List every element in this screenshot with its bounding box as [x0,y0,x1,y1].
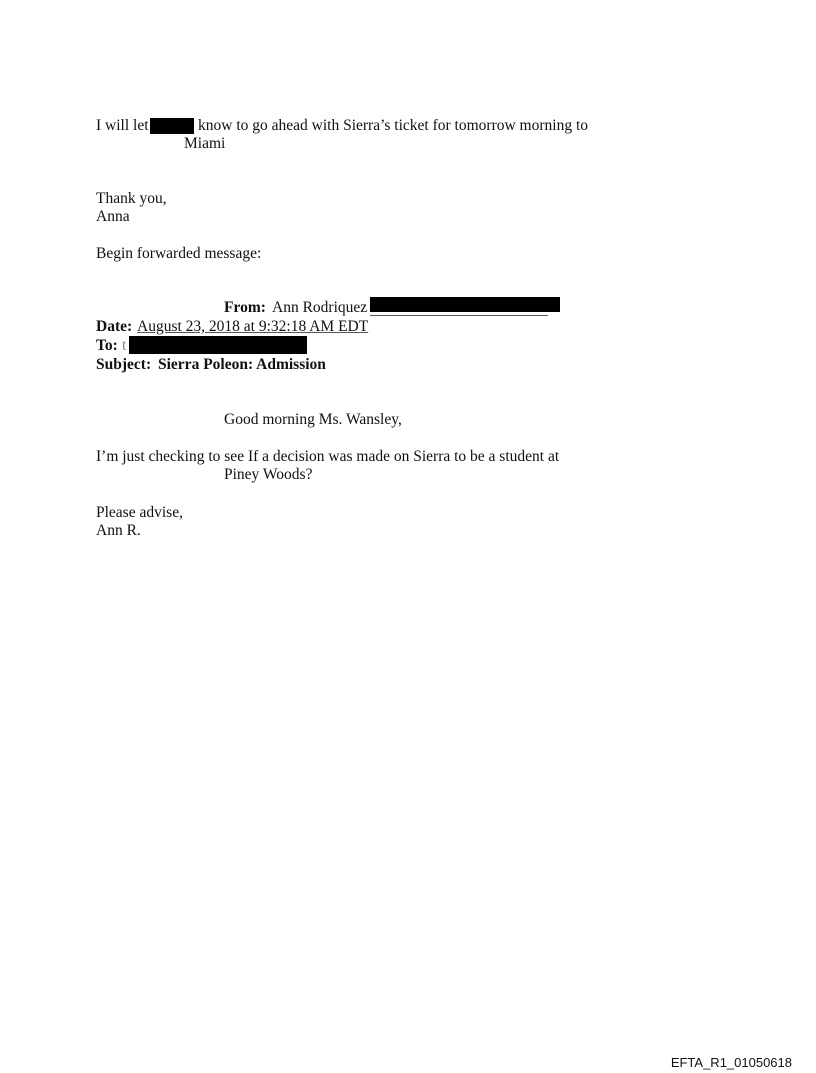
signer-name: Anna [96,208,130,225]
subject-label: Subject: [96,356,152,373]
document-id: EFTA_R1_01050618 [670,1055,792,1070]
closing-line: Please advise, [96,504,183,521]
question-line1: I’m just checking to see If a decision was made on Sierra to be a student at [96,448,560,465]
body-line1-suffix: know to go ahead with Sierra’s ticket for tomorrow morning to [198,117,589,134]
forward-intro: Begin forwarded message: [96,245,262,262]
subject-value: Sierra Poleon: Admission [158,356,326,373]
closing-signer: Ann R. [96,522,141,539]
body-line1-continuation: Miami [184,135,226,152]
redaction-to-email [129,336,307,354]
greeting: Good morning Ms. Wansley, [224,411,402,428]
body-line1-prefix: I will let [96,117,149,134]
from-name: Ann Rodriquez [272,299,368,316]
redaction-from-email [370,297,560,312]
to-prefix: t [122,337,127,354]
date-label: Date: [96,318,133,335]
redaction-name [150,118,194,134]
to-label: To: [96,337,118,354]
from-label: From: [224,299,266,316]
date-value: August 23, 2018 at 9:32:18 AM EDT [137,318,369,335]
question-line2: Piney Woods? [224,466,313,483]
from-email-underline [370,315,548,316]
thanks-line: Thank you, [96,190,167,207]
